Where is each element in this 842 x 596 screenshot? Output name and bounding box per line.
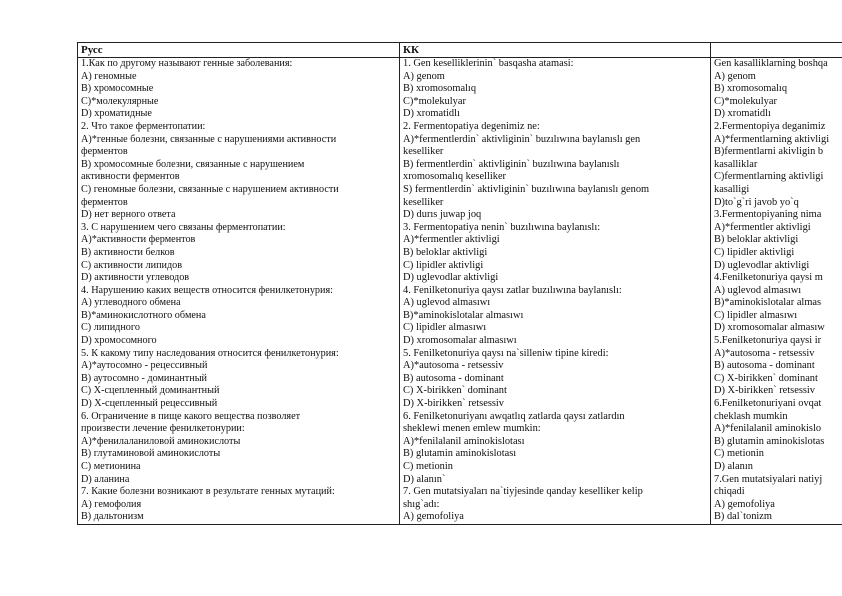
text-line: C) lipidler almasıwı [403,322,487,334]
text-line: 5. К какому типу наследования относится фенилкетонурия: [81,347,339,359]
text-line: А) гемофолия [81,498,142,510]
translation-table [77,42,842,525]
text-line: ферментов [81,196,128,208]
text-line: 2. Fermentopatiya degenimiz ne: [403,120,540,132]
text-line: D) uglevodlar aktivligi [403,272,499,284]
text-line: 4. Fenilketonuriya qaysı zatlar buzılıwına baylanıslı: [403,284,622,296]
text-line: B)*aminokislotalar almas [714,297,822,309]
text-line: 3.Fermentopiyaning nima [714,209,822,221]
uzbek-text-lines [714,58,842,524]
text-line: D) xromosomalar almasıw [714,322,825,334]
text-line: 6.Fenilketonuriyani ovqat [714,398,822,410]
text-line: chiqadi [714,486,745,498]
text-line: B) autosoma - dominant [714,360,815,372]
text-line: Gen kasalliklarning boshqa [714,58,828,69]
text-line: 2. Что такое ферментопатии: [81,120,206,132]
uzbek-column [711,58,842,525]
text-line: C) X-birikken` dominant [714,372,818,384]
text-line: B) dal`tonizm [714,511,773,523]
text-line: A)*fermentlarning aktivligi [714,133,830,145]
text-line: B) autosoma - dominant [403,372,504,384]
karakalpak-column [400,58,711,525]
text-line: 3. Fermentopatiya nenin` buzılıwına baylanıslı: [403,221,601,233]
text-line: A) gemofoliya [403,511,464,523]
text-line: С)*молекулярные [81,95,159,107]
text-line: B) glutamin aminokislotası [403,448,517,460]
text-line: kasalligi [714,183,750,195]
text-line: A)*fermentler aktivligi [714,221,811,233]
text-line: активности ферментов [81,171,180,183]
text-line: С) метионина [81,461,141,472]
text-line: В) хромосомные болезни, связанные с нарушением [81,158,305,170]
text-line: B) xromosomalıq [714,83,788,95]
text-line: B) beloklar aktivligi [403,246,488,258]
text-line: D) аланина [81,473,130,485]
text-line: A)*fenilalanil aminokislotası [403,435,525,447]
text-line: C)*molekulyar [714,95,777,107]
text-line: 5. Fenilketonuriya qaysı na`silleniw tipine kiredi: [403,347,609,359]
text-line: kasalliklar [714,158,758,170]
text-line: С) липидного [81,322,140,334]
text-line: keselliker [403,196,444,208]
text-line: А)*активности ферментов [81,234,196,246]
karakalpak-text-lines [403,58,707,524]
text-line: произвести лечение фенилкетонурии: [81,423,245,435]
text-line: В) хромосомные [81,83,154,95]
text-line: A) genom [714,70,756,82]
text-line: D) alanın [714,461,753,472]
text-line: C) metionin [714,448,764,460]
text-line: А) геномные [81,70,137,82]
text-line: B) glutamin aminokislotas [714,435,825,447]
text-line: D) хромосомного [81,335,157,347]
text-line: В) аутосомно - доминантный [81,372,208,384]
text-line: 3. С нарушением чего связаны ферментопатии: [81,221,286,233]
text-line: B) xromosomalıq [403,83,477,95]
text-line: D) активности углеводов [81,272,190,284]
text-line: C) lipidler almasıwı [714,309,798,321]
text-line: В)*аминокислотного обмена [81,309,206,321]
text-line: В) глутаминовой аминокислоты [81,448,221,460]
text-line: A)*autosoma - retsessiv [403,360,504,372]
text-line: С) активности липидов [81,259,183,271]
text-line: 6. Ограничение в пище какого вещества позволяет [81,410,301,422]
text-line: В) дальтонизм [81,511,144,523]
text-line: 4.Fenilketonuriya qaysi m [714,272,823,284]
text-line: D) Х-сцепленный рецессивный [81,398,218,410]
text-line: 2.Fermentopiya deganimiz [714,120,826,132]
text-line: А)*генные болезни, связанные с нарушениями активности [81,133,337,145]
text-line: ферментов [81,146,128,158]
text-line: А) углеводного обмена [81,297,181,309]
text-line: D) alanın` [403,473,446,485]
text-line: cheklash mumkin [714,410,788,422]
text-line: B) fermentlerdin` aktivliginin` buzılıwına baylanıslı [403,158,620,170]
text-line: A)*fermentler aktivligi [403,234,500,246]
text-line: keselliker [403,146,444,158]
text-line: D) durıs juwap joq [403,209,482,221]
text-line: D) xromosomalar almasıwı [403,335,517,347]
text-line: А)*аутосомно - рецессивный [81,360,208,372]
header-uzbek [711,43,842,58]
text-line: xromosomalıq keselliker [403,171,507,183]
text-line: C) lipidler aktivligi [714,246,795,258]
text-line: B) beloklar aktivligi [714,234,799,246]
text-line: А)*фенилаланиловой аминокислоты [81,435,241,447]
russian-column [78,58,400,525]
text-line: D) xromatidlı [714,108,771,120]
text-line: sheklewi menen emlew mumkin: [403,423,541,435]
russian-text-lines [81,58,396,524]
text-line: C) lipidler aktivligi [403,259,484,271]
text-line: shıg`adı: [403,498,440,510]
text-line: A) genom [403,70,445,82]
text-line: С) Х-сцепленный доминантный [81,385,220,397]
text-line: D) X-birikken` retsessiv [403,398,504,410]
text-line: S) fermentlerdin` aktivliginin` buzılıwına baylanıslı genom [403,183,650,195]
text-line: A)*autosoma - retsessiv [714,347,815,359]
header-karakalpak: КК [400,43,711,58]
text-line: 1. Gen keselliklerinin` basqasha atamasi: [403,58,574,69]
text-line: B)*aminokislotalar almasıwı [403,309,524,321]
text-line: D)to`g`ri javob yo`q [714,196,799,208]
text-line: C)fermentlarning aktivligi [714,171,824,183]
text-line: D) uglevodlar aktivligi [714,259,810,271]
text-line: 1.Как по другому называют генные заболевания: [81,58,293,69]
text-line: C) X-birikken` dominant [403,385,507,397]
text-line: D) нет верного ответа [81,209,176,221]
text-line: В) активности белков [81,246,175,258]
text-line: 7.Gen mutatsiyalari natiyj [714,473,823,485]
text-line: 7. Gen mutatsiyaları na`tiyjesinde qanday keselliker kelip [403,486,643,498]
text-line: A) gemofoliya [714,498,775,510]
text-line: D) хроматидные [81,108,152,120]
text-line: C) metionin [403,461,453,472]
text-line: A) uglevod almasıwı [403,297,491,309]
text-line: A) uglevod almasıwı [714,284,802,296]
text-line: 4. Нарушению каких веществ относится фенилкетонурия: [81,284,333,296]
text-line: 5.Fenilketonuriya qaysi ir [714,335,822,347]
header-row [78,43,842,58]
text-line: 6. Fenilketonuriyanı awqatlıq zatlarda qaysı zatlardın [403,410,625,422]
text-line: 7. Какие болезни возникают в результате генных мутаций: [81,486,335,498]
text-line: С) геномные болезни, связанные с нарушением активности [81,183,339,195]
text-line: C)*molekulyar [403,95,466,107]
header-russian: Русс [78,43,400,58]
content-row [78,58,842,525]
text-line: B)fermentlarni akivligin b [714,146,824,158]
text-line: D) X-birikken` retsessiv [714,385,815,397]
text-line: D) xromatidlı [403,108,460,120]
text-line: A)*fermentlerdin` aktivliginin` buzılıwına baylanıslı gen [403,133,641,145]
text-line: A)*fenilalanil aminokislo [714,423,822,435]
